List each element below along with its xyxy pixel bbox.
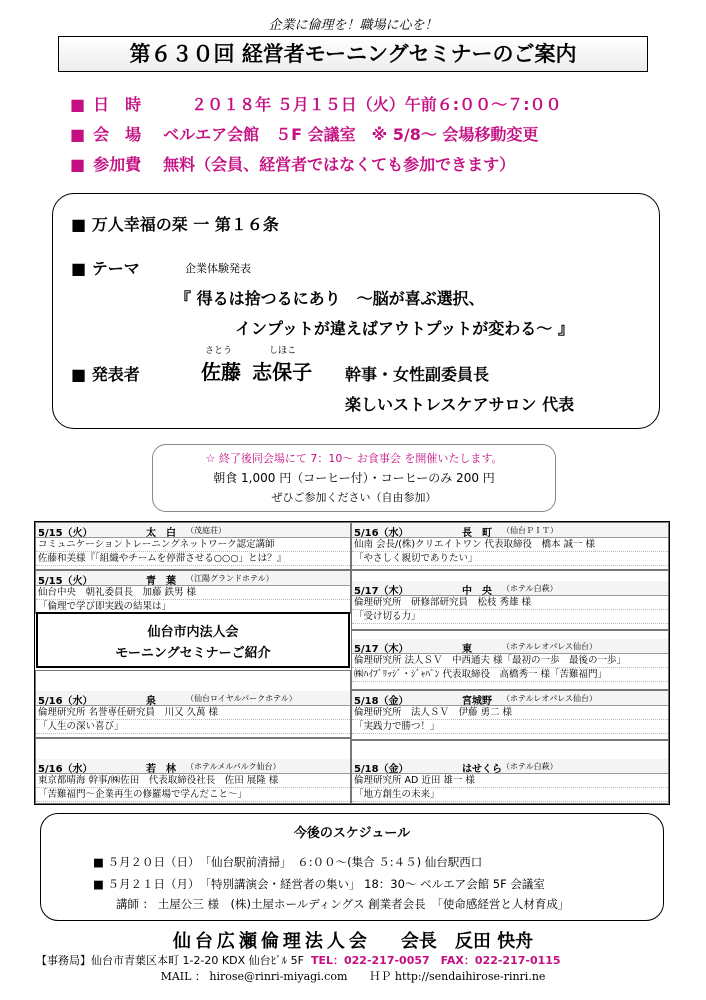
speaker-role-2: 楽しいストレスケアサロン 代表 — [345, 395, 575, 414]
theme-label — [71, 256, 140, 279]
bullet-icon: ■ — [70, 125, 86, 144]
intro-line-1: 仙台市内法人会 — [147, 625, 239, 640]
session-line: 倫理研究所 研修部研究員 松枝 秀雄 様 — [352, 596, 668, 610]
session-date: 5/16（水） — [354, 528, 409, 539]
theme-label-text: テーマ — [91, 259, 140, 278]
org-name: 仙台広瀬倫理法人会 — [172, 931, 371, 952]
session-line: 「受け切る力」 — [352, 610, 668, 624]
session-line: 「人生の深い喜び」 — [36, 720, 350, 734]
phone-fax: TEL：022-217-0057 FAX：022-217-0115 — [310, 954, 561, 967]
session-venue: （江陽グランドホテル） — [186, 574, 274, 583]
bullet-icon: ■ — [70, 155, 86, 174]
session-cell — [351, 522, 669, 570]
session-line: 「実践力で勝つ！」 — [352, 720, 668, 734]
info-value: ベルエア会館 ５F 会議室 ※ 5/8～ 会場移動変更 — [163, 125, 539, 144]
session-line: 仙南 会長/(株)クリエイトワン 代表取締役 橋本 誠一 様 — [352, 538, 668, 552]
session-date: 5/16（水） — [38, 696, 93, 707]
session-line: 倫理研究所 AD 近田 雄一 様 — [352, 774, 668, 788]
session-line: ㈱ﾊｲﾌﾞﾘｯｼﾞ・ｼﾞｬﾊﾟﾝ 代表取締役 高橋秀一 様「苦難福門」 — [352, 668, 668, 682]
seminar-details-box — [52, 193, 660, 429]
session-date: 5/16（水） — [38, 764, 93, 775]
session-place: 青 葉 — [146, 576, 176, 587]
session-place: 泉 — [146, 696, 156, 707]
ruby-family: さとう — [205, 346, 233, 356]
session-date: 5/15（火） — [38, 576, 93, 587]
session-date: 5/18（金） — [354, 764, 409, 775]
session-cell — [351, 570, 669, 630]
local-seminar-intro — [36, 612, 350, 668]
schedule-title: 今後のスケジュール — [293, 826, 411, 841]
article — [71, 212, 279, 235]
session-cell — [35, 522, 351, 570]
session-cell — [351, 690, 669, 740]
info-fee — [70, 152, 515, 175]
session-line: 佐藤和美様『「組織やチームを停滞させる○○○」とは？』 — [36, 552, 350, 566]
info-value: ２０１８年 ５月１５日（火）午前６:００～７:００ — [191, 95, 562, 114]
article-text: 万人幸福の栞 一 第１６条 — [91, 215, 279, 234]
session-line: 「やさしく親切でありたい」 — [352, 552, 668, 566]
breakfast-line-2: 朝食 1,000 円（コーヒー付）・コーヒーのみ 200 円 — [213, 471, 495, 485]
schedule-item: 講師 ： 土屋公三 様 (株)土屋ホールディングス 創業者会長 「使命感経営と人材育成」 — [93, 897, 570, 911]
schedule-item: ■ ５月２１日（月） 「特別講演会・経営者の集い」 18：30～ ベルエア会館 5F 会議室 — [93, 877, 545, 891]
breakfast-line-1: ☆ 終了後同会場にて 7：10～ お食事会 を開催いたします。 — [205, 452, 503, 465]
session-place: 東 — [462, 644, 472, 655]
theme-line-1: 『 得るは捨つるにあり ～脳が喜ぶ選択、 — [175, 289, 485, 308]
schedule-box — [40, 813, 664, 921]
speaker-label-text: 発表者 — [91, 365, 140, 384]
session-date: 5/17（木） — [354, 644, 409, 655]
session-place: 若 林 — [146, 764, 176, 775]
chair-name: 会長 反田 快舟 — [400, 931, 534, 952]
session-place: はせくら — [462, 764, 502, 775]
session-venue: （ホテルレオパレス仙台） — [502, 642, 597, 651]
page-title: 第６３０回 経営者モーニングセミナーのご案内 — [58, 36, 648, 72]
session-venue: （ホテルメルパルク仙台） — [186, 762, 281, 771]
office-address: 【事務局】仙台市青葉区本町 1-2-20 KDX 仙台ﾋﾞﾙ 5F — [36, 954, 304, 967]
session-venue: （ホテル白萩） — [502, 762, 558, 771]
session-cell — [35, 738, 351, 804]
session-venue: （仙台ロイヤルパークホテル） — [186, 694, 297, 703]
theme-line-2: インプットが違えばアウトプットが変わる～ 』 — [235, 319, 574, 338]
session-cell — [351, 630, 669, 690]
bullet-icon: ■ — [71, 259, 87, 278]
organization-footer — [0, 927, 706, 953]
bullet-icon: ■ — [70, 95, 86, 114]
info-venue — [70, 122, 538, 145]
session-place: 宮城野 — [462, 696, 492, 707]
speaker-family: 佐藤 — [201, 360, 241, 384]
info-label: 会 場 — [93, 125, 142, 144]
session-cell — [35, 670, 351, 738]
schedule-item: ■ ５月２０日（日） 「仙台駅前清掃」 ６:００～(集合 ５:４５) 仙台駅西口 — [93, 855, 483, 869]
office-info — [36, 952, 561, 968]
breakfast-line-3: ぜひご参加ください（自由参加） — [271, 491, 437, 504]
speaker-name — [201, 346, 313, 385]
session-venue: （茂庭荘） — [186, 526, 226, 535]
session-line: 「苦難福門～企業再生の修羅場で学んだこと～」 — [36, 788, 350, 802]
session-place: 太 白 — [146, 528, 176, 539]
info-value: 無料（会員、経営者ではなくても参加できます） — [163, 155, 516, 174]
session-venue: （仙台ＰＩＴ） — [502, 526, 558, 535]
speaker-label — [71, 362, 140, 385]
session-date: 5/15（火） — [38, 528, 93, 539]
theme-tag: 企業体験発表 — [185, 262, 251, 275]
info-label: 参加費 — [93, 155, 142, 174]
session-cell — [35, 570, 351, 614]
session-line: 「地方創生の未来」 — [352, 788, 668, 802]
speaker-role-1: 幹事・女性副委員長 — [345, 365, 490, 384]
slogan: 企業に倫理を！職場に心を！ — [268, 18, 438, 33]
session-line: 「倫理で学び即実践の結果は」 — [36, 600, 350, 614]
session-line: 仙台中央 朝礼委員長 加藤 鉄男 様 — [36, 586, 350, 600]
session-line: コミュニケーショントレーニングネットワーク認定講師 — [36, 538, 350, 552]
session-cell — [351, 740, 669, 804]
intro-line-2: モーニングセミナーご紹介 — [115, 646, 271, 661]
breakfast-notice — [152, 444, 556, 512]
speaker-given: 志保子 — [252, 360, 313, 384]
info-date — [70, 92, 562, 115]
session-line: 倫理研究所 法人ＳＶ 伊藤 勇二 様 — [352, 706, 668, 720]
session-date: 5/17（木） — [354, 586, 409, 597]
session-line: 倫理研究所 法人ＳＶ 中西通夫 様「最初の一歩 最後の一歩」 — [352, 654, 668, 668]
info-label: 日 時 — [93, 95, 142, 114]
seminar-grid — [34, 521, 670, 805]
session-line: 東京都晴海 幹事/㈱佐田 代表取締役社長 佐田 展隆 様 — [36, 774, 350, 788]
session-venue: （ホテルレオパレス仙台） — [502, 694, 597, 703]
contact-mail-web: MAIL ： hirose@rinri-miyagi.com ＨＰ http://sendaihirose-rinri.ne — [160, 970, 546, 983]
bullet-icon: ■ — [71, 215, 87, 234]
session-venue: （ホテル白萩） — [502, 584, 558, 593]
bullet-icon: ■ — [71, 365, 87, 384]
session-place: 長 町 — [462, 528, 492, 539]
ruby-given: しほこ — [269, 346, 297, 356]
session-line: 倫理研究所 名誉専任研究員 川又 久萬 様 — [36, 706, 350, 720]
session-place: 中 央 — [462, 586, 492, 597]
session-date: 5/18（金） — [354, 696, 409, 707]
